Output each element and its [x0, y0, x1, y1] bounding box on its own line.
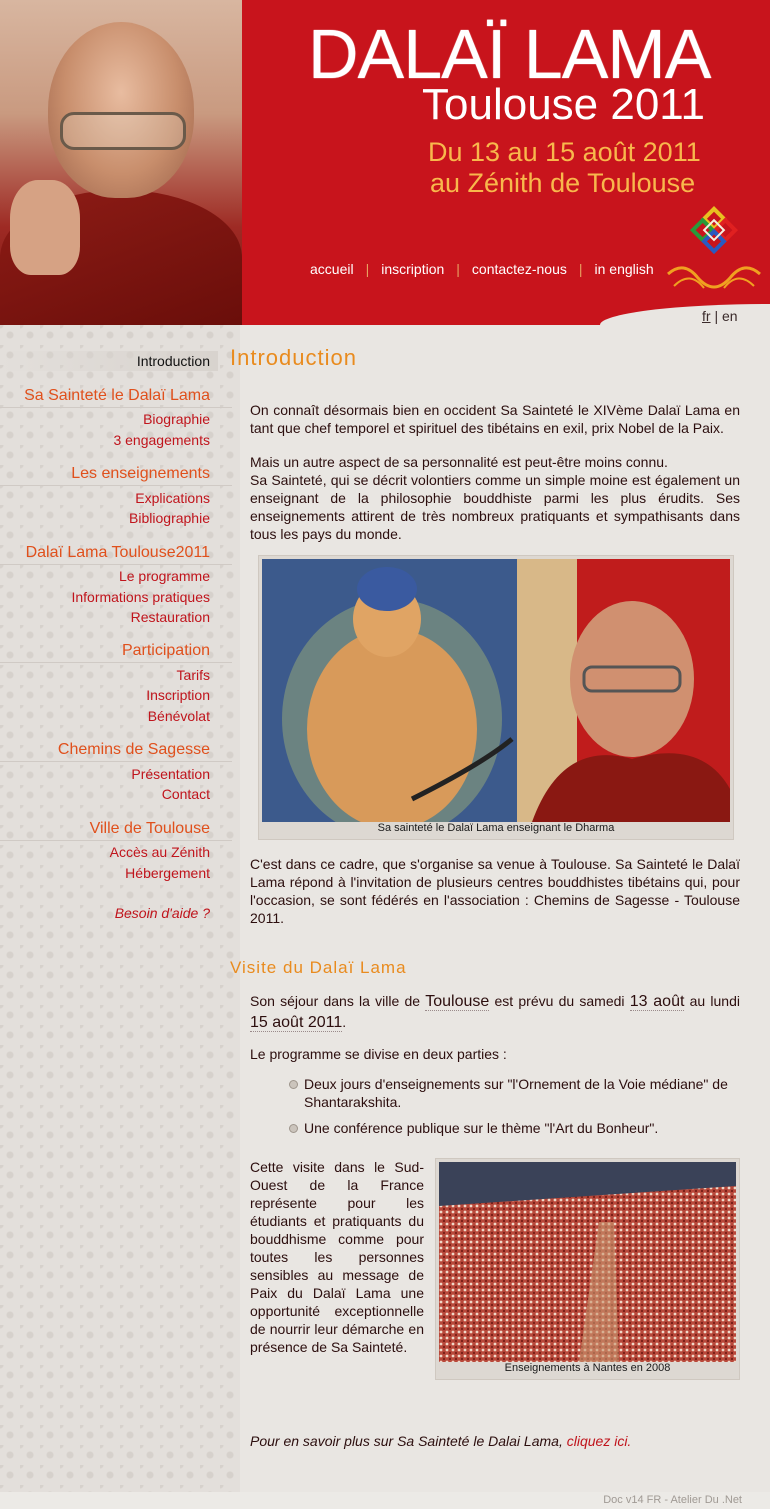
sidebar-section-ville-toulouse[interactable]: Ville de Toulouse: [0, 818, 232, 841]
sidebar-item-presentation[interactable]: Présentation: [131, 766, 210, 782]
program-item: Une conférence publique sur le thème "l'Art du Bonheur".: [304, 1119, 744, 1137]
section-heading-visite: Visite du Dalaï Lama: [230, 958, 407, 977]
visit-paragraph: Son séjour dans la ville de Toulouse est prévu du samedi 13 août au lundi 15 août 2011.: [250, 993, 740, 1031]
sidebar-item-contact[interactable]: Contact: [161, 786, 210, 802]
photo-nantes-crowd: [439, 1162, 736, 1362]
program-list: [304, 1075, 744, 1145]
nav-english[interactable]: in english: [594, 261, 654, 277]
intro-paragraph-2b: Sa Sainteté, qui se décrit volontiers comme un simple moine est également un enseignant de la philosophie bouddhiste parmi les plus érudits. Ses enseignements attirent de très nombreux pratiquants et sympathisants dans tous les pays du monde.: [250, 472, 740, 542]
intro-paragraph-2a: Mais un autre aspect de sa personnalité est peut-être moins connu.: [250, 454, 668, 470]
more-info-line: Pour en savoir plus sur Sa Sainteté le Dalai Lama, cliquez ici.: [250, 1433, 632, 1449]
top-navigation: [310, 258, 654, 280]
sidebar-section-participation[interactable]: Participation: [0, 640, 232, 663]
lang-separator: |: [714, 308, 719, 324]
site-title: DALAÏ LAMA: [308, 15, 711, 93]
sidebar-section-chemins-de-sagesse[interactable]: Chemins de Sagesse: [0, 739, 232, 762]
site-subtitle: Toulouse 2011: [422, 80, 705, 129]
photo-nantes-caption: Enseignements à Nantes en 2008: [504, 1362, 671, 1374]
nav-contact[interactable]: contactez-nous: [471, 261, 567, 277]
lang-en-link[interactable]: en: [721, 308, 738, 324]
event-dates: Du 13 au 15 août 2011: [428, 137, 701, 167]
sidebar-section-enseignements[interactable]: Les enseignements: [0, 463, 232, 486]
sidebar-item-hebergement[interactable]: Hébergement: [125, 865, 210, 881]
photo-dalai-lama-teaching: [262, 559, 730, 822]
page-title: Introduction: [230, 345, 357, 370]
intro-paragraph-1: On connaît désormais bien en occident Sa Sainteté le XIVème Dalaï Lama en tant que chef temporel et spirituel des tibétains en exil, prix Nobel de la Paix.: [250, 402, 740, 436]
sidebar-item-biographie[interactable]: Biographie: [143, 411, 210, 427]
sidebar-item-tarifs[interactable]: Tarifs: [176, 667, 210, 683]
more-info-link[interactable]: cliquez ici.: [566, 1433, 632, 1449]
photo-teaching-box: [258, 555, 734, 840]
event-venue: au Zénith de Toulouse: [430, 168, 696, 198]
sidebar-item-infos-pratiques[interactable]: Informations pratiques: [71, 589, 210, 605]
visit-end-date: 15 août 2011: [250, 1014, 343, 1031]
footer-credit: Doc v14 FR - Atelier Du .Net: [0, 1492, 770, 1509]
nav-inscription[interactable]: inscription: [381, 261, 445, 277]
intro-paragraph-3: C'est dans ce cadre, que s'organise sa venue à Toulouse. Sa Sainteté le Dalaï Lama répond à l'invitation de plusieurs centres bouddhistes tibétains qui, pour l'occasion, se sont fédérés en l'association : Chemins de Sagesse - Toulouse 2011.: [250, 856, 740, 926]
sidebar-current-introduction[interactable]: Introduction: [0, 351, 218, 371]
program-item: Deux jours d'enseignements sur "l'Ornement de la Voie médiane" de Shantarakshita.: [304, 1075, 744, 1111]
nav-separator: |: [578, 261, 583, 277]
endless-knot-logo: [664, 200, 764, 304]
sidebar-item-benevolat[interactable]: Bénévolat: [147, 708, 210, 724]
photo-teaching-caption: Sa sainteté le Dalaï Lama enseignant le Dharma: [377, 822, 615, 834]
sidebar-item-engagements[interactable]: 3 engagements: [113, 432, 210, 448]
dalai-lama-portrait: [0, 0, 242, 325]
sidebar-section-toulouse2011[interactable]: Dalaï Lama Toulouse2011: [0, 542, 232, 565]
nav-separator: |: [365, 261, 370, 277]
sidebar-item-restauration[interactable]: Restauration: [130, 609, 210, 625]
photo-nantes-box: [435, 1158, 740, 1380]
sidebar-help-link[interactable]: Besoin d'aide ?: [114, 905, 210, 921]
site-header: [0, 0, 770, 325]
sidebar-item-explications[interactable]: Explications: [135, 490, 210, 506]
visit-city: Toulouse: [425, 993, 490, 1010]
sidebar-item-programme[interactable]: Le programme: [118, 568, 210, 584]
visit-start-date: 13 août: [629, 993, 685, 1010]
lang-fr-link[interactable]: fr: [702, 308, 711, 324]
nav-separator: |: [456, 261, 460, 277]
sidebar-item-acces-zenith[interactable]: Accès au Zénith: [109, 844, 210, 860]
sidebar-section-sa-saintete[interactable]: Sa Sainteté le Dalaï Lama: [0, 385, 232, 408]
sidebar-item-inscription[interactable]: Inscription: [146, 687, 210, 703]
sidebar-item-bibliographie[interactable]: Bibliographie: [129, 510, 210, 526]
visit-significance-paragraph: Cette visite dans le Sud-Ouest de la France représente pour les étudiants et pratiquants du bouddhisme comme pour toutes les personnes sensibles au message de Paix du Dalaï Lama une opportunité exceptionnelle de nourrir leur démarche en présence de Sa Sainteté.: [250, 1159, 424, 1355]
program-intro: Le programme se divise en deux parties :: [250, 1046, 507, 1062]
language-switcher: [702, 308, 738, 324]
nav-accueil[interactable]: accueil: [310, 261, 354, 277]
sidebar: [0, 325, 240, 1509]
